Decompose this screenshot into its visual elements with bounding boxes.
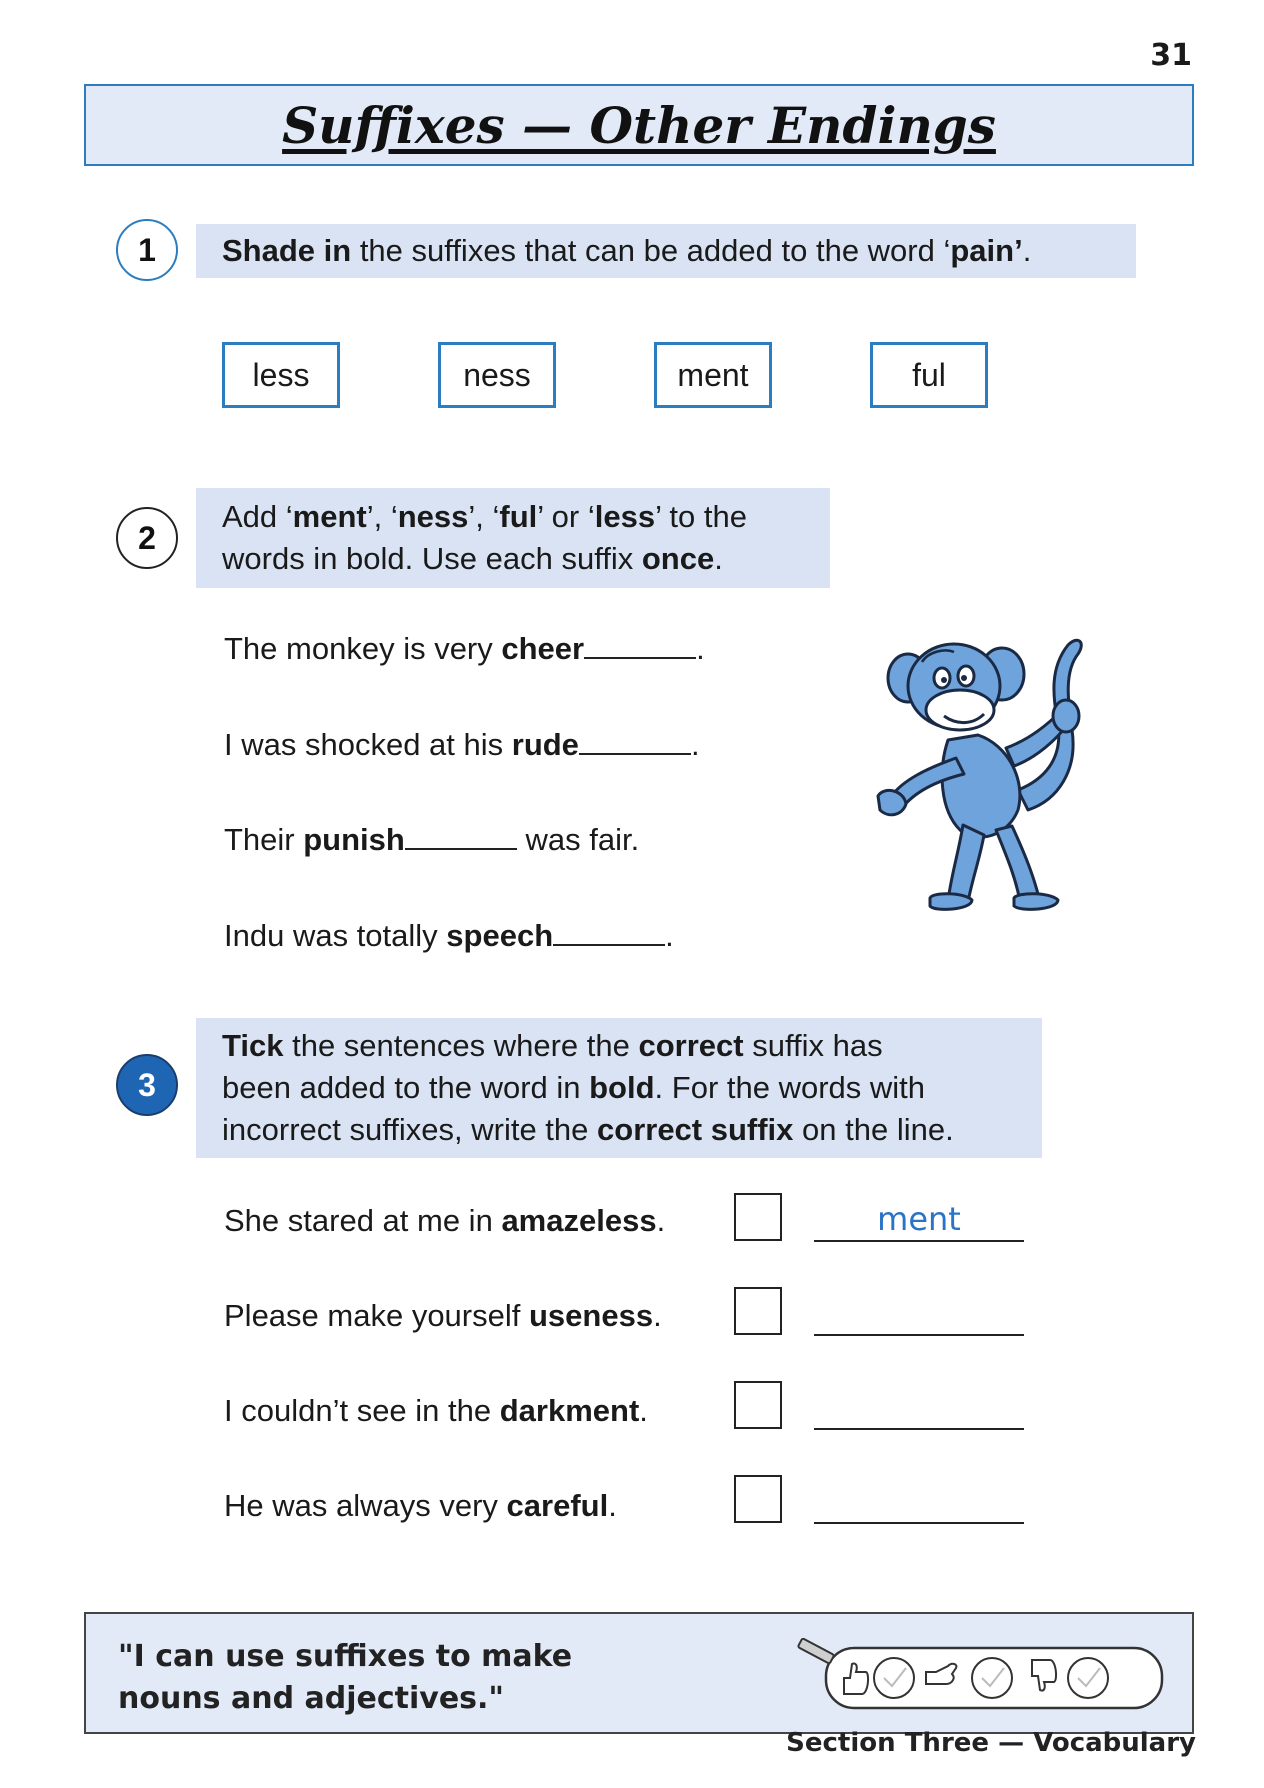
section-label: Section Three — Vocabulary: [786, 1728, 1196, 1758]
instruction-line: Tick the sentences where the correct suffix has: [222, 1028, 883, 1063]
question-2-number: 2: [116, 507, 178, 569]
self-assessment-box: [84, 1612, 1194, 1734]
tick-checkbox[interactable]: [734, 1475, 782, 1523]
tick-checkbox[interactable]: [734, 1381, 782, 1429]
suffix-option-less[interactable]: less: [222, 342, 340, 408]
tick-checkbox[interactable]: [734, 1287, 782, 1335]
fill-in-blank[interactable]: [553, 920, 665, 946]
pencil-icon: [798, 1638, 834, 1664]
monkey-foot-right: [1014, 894, 1058, 910]
q3-sentence: I couldn’t see in the darkment.: [224, 1393, 648, 1428]
learning-objective: "I can use suffixes to make nouns and adjectives.": [118, 1639, 573, 1716]
monkey-hand-left: [878, 790, 906, 814]
question-3-instruction: [196, 1018, 1042, 1158]
answer-line[interactable]: [814, 1480, 1024, 1524]
suffix-option-ful[interactable]: ful: [870, 342, 988, 408]
tick-checkbox[interactable]: [734, 1193, 782, 1241]
fill-in-blank[interactable]: [405, 824, 517, 850]
monkey-leg-left: [948, 825, 984, 902]
question-1-number: 1: [116, 219, 178, 281]
monkey-hand-right: [1053, 700, 1079, 732]
monkey-foot-left: [930, 894, 972, 910]
page-number: 31: [1150, 38, 1192, 73]
q3-sentence: She stared at me in amazeless.: [224, 1203, 666, 1238]
q2-sentence: Their punish was fair.: [224, 822, 640, 857]
rating-circle-2: [972, 1658, 1012, 1698]
handwritten-answer: ment: [877, 1200, 961, 1238]
instruction-line: incorrect suffixes, write the correct suffix on the line.: [222, 1112, 954, 1147]
rating-circle-3: [1068, 1658, 1108, 1698]
fill-in-blank[interactable]: [579, 729, 691, 755]
monkey-face: [926, 690, 994, 730]
fill-in-blank[interactable]: [584, 633, 696, 659]
instruction-line: been added to the word in bold. For the words with: [222, 1070, 926, 1105]
answer-line[interactable]: [814, 1198, 1024, 1242]
answer-line[interactable]: [814, 1292, 1024, 1336]
question-2-instruction: [196, 488, 830, 588]
suffix-option-ment[interactable]: ment: [654, 342, 772, 408]
monkey-illustration: [868, 630, 1098, 930]
title-banner: [84, 84, 1194, 166]
q3-sentence: He was always very careful.: [224, 1488, 617, 1523]
question-1-instruction: [196, 224, 1136, 278]
question-3-number: 3: [116, 1054, 178, 1116]
instruction-word: pain’: [950, 233, 1023, 268]
suffix-option-ness[interactable]: ness: [438, 342, 556, 408]
self-rating-scale: [796, 1638, 1166, 1714]
q2-sentence: I was shocked at his rude .: [224, 727, 700, 762]
instruction-line: words in bold. Use each suffix once.: [222, 541, 723, 576]
monkey-leg-right: [996, 826, 1040, 902]
instruction-text: .: [1022, 233, 1032, 268]
q2-sentence: The monkey is very cheer .: [224, 631, 705, 666]
q2-sentence: Indu was totally speech .: [224, 918, 674, 953]
instruction-text: the suffixes that can be added to the word ‘: [351, 233, 951, 268]
instruction-line: Add ‘ment’, ‘ness’, ‘ful’ or ‘less’ to the: [222, 499, 747, 534]
rating-circle-1: [874, 1658, 914, 1698]
q3-sentence: Please make yourself useness.: [224, 1298, 662, 1333]
answer-line[interactable]: [814, 1386, 1024, 1430]
instruction-bold: Shade in: [222, 233, 352, 268]
page-title: Suffixes — Other Endings: [282, 95, 996, 155]
